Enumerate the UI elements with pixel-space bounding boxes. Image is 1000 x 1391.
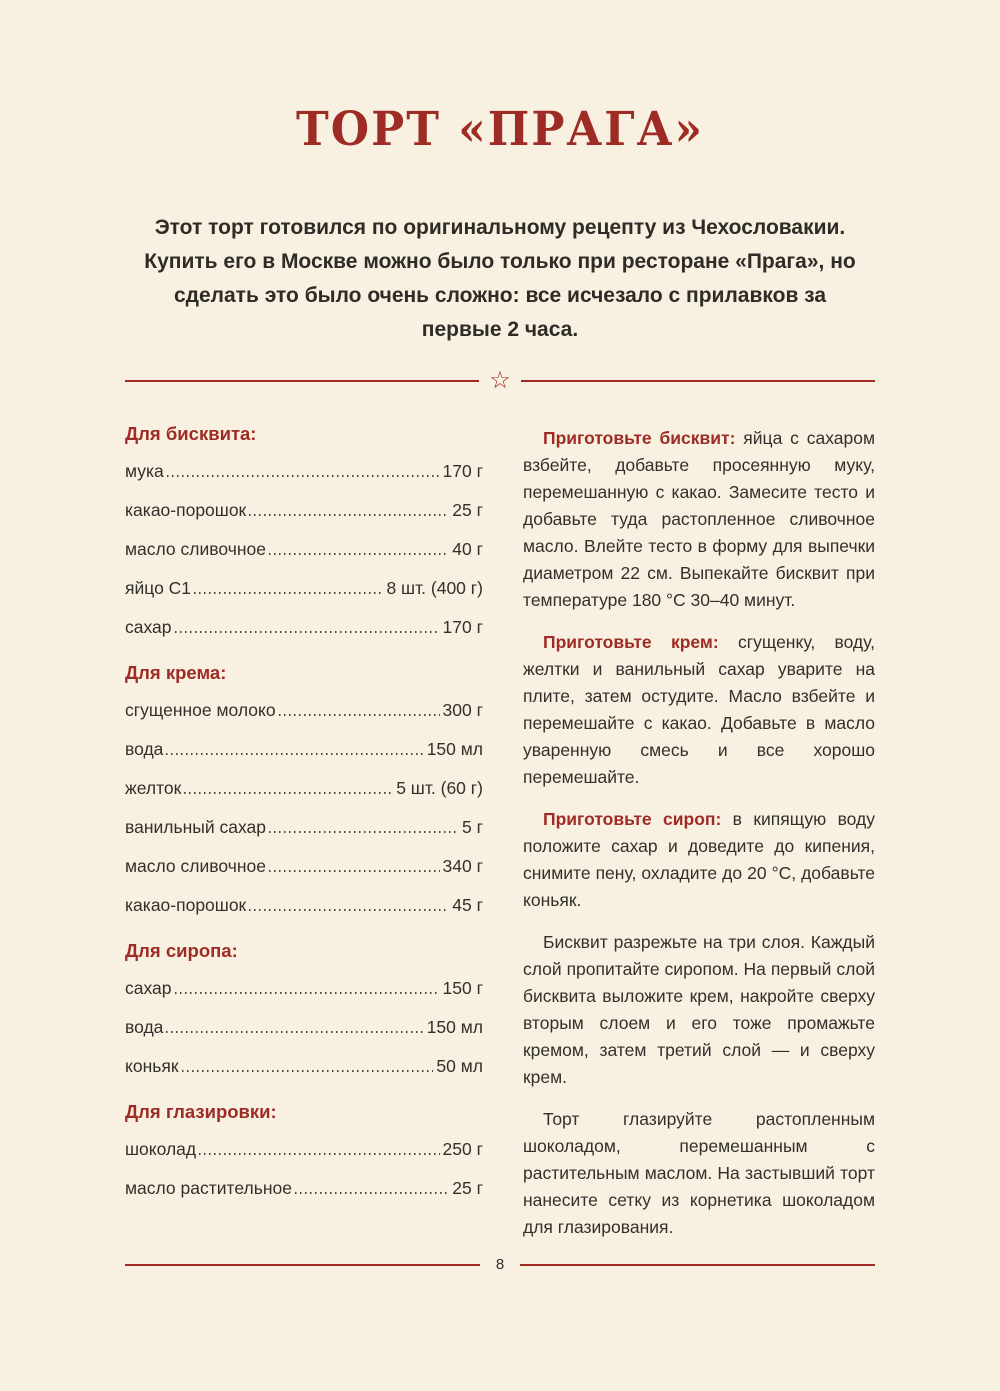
instruction-paragraph: Приготовьте сироп: в кипящую воду положите сахар и доведите до кипения, снимите пену, охладите до 20 °C, добавьте коньяк. xyxy=(523,809,875,910)
ingredient-name: вода xyxy=(125,739,164,759)
page-footer xyxy=(125,1256,875,1391)
ingredient-amount: 25 г xyxy=(452,500,483,520)
instruction-paragraph: Бисквит разрежьте на три слоя. Каждый слой пропитайте сиропом. На первый слой бисквита выложите крем, накройте сверху вторым слоем и его тоже промажьте кремом, затем третий слой — и сверху крем. xyxy=(523,932,875,1087)
ingredient-amount: 170 г xyxy=(442,617,483,637)
ingredient-name: какао-порошок xyxy=(125,500,247,520)
dotted-leader xyxy=(184,792,393,794)
ingredient-row xyxy=(125,569,483,608)
dotted-leader xyxy=(269,553,449,555)
ingredient-name: ванильный сахар xyxy=(125,817,266,837)
dotted-leader xyxy=(175,631,440,633)
star-divider xyxy=(125,369,875,393)
instruction-paragraph: Приготовьте бисквит: яйца с сахаром взбейте, добавьте просеянную муку, перемешанную с какао. Замесите тесто и добавьте туда растопленное сливочное масло. Влейте тесто в форму для выпечки диаметром 22 см. Выпекайте бисквит при температуре 180 °C 30–40 минут. xyxy=(523,428,875,610)
page-title: ТОРТ «ПРАГА» xyxy=(296,102,704,157)
ingredient-section-heading: Для глазировки: xyxy=(125,1101,277,1122)
instructions-column xyxy=(523,411,875,1256)
ingredient-amount: 45 г xyxy=(452,895,483,915)
ingredients-column xyxy=(125,411,483,1256)
dotted-leader xyxy=(269,870,440,872)
ingredient-section-heading: Для сиропа: xyxy=(125,940,238,961)
intro-text: Этот торт готовился по оригинальному рецепту из Чехословакии. Купить его в Москве можно было только при ресторане «Прага», но сделать это было очень сложно: все исчезало с прилавков за первые 2 часа. xyxy=(144,216,856,341)
ingredient-amount: 40 г xyxy=(452,539,483,559)
ingredient-row xyxy=(125,1169,483,1208)
ingredient-row xyxy=(125,608,483,647)
dotted-leader xyxy=(269,831,459,833)
instruction-paragraph: Торт глазируйте растопленным шоколадом, перемешанным с растительным маслом. На застывший торт нанесите сетку из корнетика шоколадом для глазирования. xyxy=(523,1109,875,1237)
dotted-leader xyxy=(249,909,449,911)
ingredient-name: сахар xyxy=(125,617,172,637)
ingredient-name: желток xyxy=(125,778,182,798)
ingredient-amount: 150 мл xyxy=(426,739,483,759)
dotted-leader xyxy=(249,514,449,516)
ingredient-section-heading: Для бисквита: xyxy=(125,423,257,444)
star-icon: ☆ xyxy=(489,367,511,394)
ingredient-row xyxy=(125,1047,483,1086)
divider-line-left xyxy=(125,380,479,382)
dotted-leader xyxy=(295,1192,449,1194)
ingredient-amount: 5 г xyxy=(462,817,483,837)
ingredient-amount: 150 г xyxy=(442,978,483,998)
instruction-lead: Приготовьте крем: xyxy=(543,632,738,652)
ingredient-amount: 8 шт. (400 г) xyxy=(386,578,483,598)
ingredient-row xyxy=(125,769,483,808)
ingredient-amount: 340 г xyxy=(442,856,483,876)
ingredient-name: вода xyxy=(125,1017,164,1037)
ingredient-row xyxy=(125,452,483,491)
ingredient-row xyxy=(125,730,483,769)
ingredient-amount: 250 г xyxy=(442,1139,483,1159)
dotted-leader xyxy=(166,1031,423,1033)
dotted-leader xyxy=(166,753,423,755)
ingredient-amount: 25 г xyxy=(452,1178,483,1198)
dotted-leader xyxy=(175,992,440,994)
dotted-leader xyxy=(194,592,383,594)
ingredient-amount: 150 мл xyxy=(426,1017,483,1037)
ingredient-name: масло сливочное xyxy=(125,539,266,559)
ingredient-name: сгущенное молоко xyxy=(125,700,276,720)
divider-line-right xyxy=(521,380,875,382)
page-number: 8 xyxy=(495,1256,505,1273)
ingredient-row xyxy=(125,491,483,530)
ingredient-amount: 5 шт. (60 г) xyxy=(396,778,483,798)
ingredient-row xyxy=(125,530,483,569)
ingredient-row xyxy=(125,886,483,925)
ingredient-name: масло сливочное xyxy=(125,856,266,876)
ingredient-row xyxy=(125,808,483,847)
ingredient-name: яйцо С1 xyxy=(125,578,192,598)
ingredient-row xyxy=(125,1008,483,1047)
ingredient-name: мука xyxy=(125,461,164,481)
dotted-leader xyxy=(199,1153,439,1155)
instruction-lead: Приготовьте бисквит: xyxy=(543,428,744,448)
ingredient-row xyxy=(125,969,483,1008)
ingredient-amount: 50 мл xyxy=(436,1056,483,1076)
instruction-paragraph: Приготовьте крем: сгущенку, воду, желтки и ванильный сахар уварите на плите, затем остудите. Масло взбейте и перемешайте с какао. Добавьте в масло уваренную смесь и все хорошо перемешайте. xyxy=(523,632,875,787)
content-columns xyxy=(125,411,875,1256)
ingredient-name: масло растительное xyxy=(125,1178,292,1198)
ingredient-section-heading: Для крема: xyxy=(125,662,227,683)
ingredient-row xyxy=(125,847,483,886)
ingredient-amount: 170 г xyxy=(442,461,483,481)
ingredient-row xyxy=(125,691,483,730)
ingredient-name: сахар xyxy=(125,978,172,998)
ingredient-name: какао-порошок xyxy=(125,895,247,915)
dotted-leader xyxy=(279,714,440,716)
dotted-leader xyxy=(167,475,440,477)
ingredient-name: коньяк xyxy=(125,1056,179,1076)
ingredient-row xyxy=(125,1130,483,1169)
dotted-leader xyxy=(182,1070,434,1072)
instruction-lead: Приготовьте сироп: xyxy=(543,809,733,829)
ingredient-amount: 300 г xyxy=(442,700,483,720)
footer-line-left xyxy=(125,1264,480,1266)
ingredient-name: шоколад xyxy=(125,1139,197,1159)
footer-line-right xyxy=(520,1264,875,1266)
